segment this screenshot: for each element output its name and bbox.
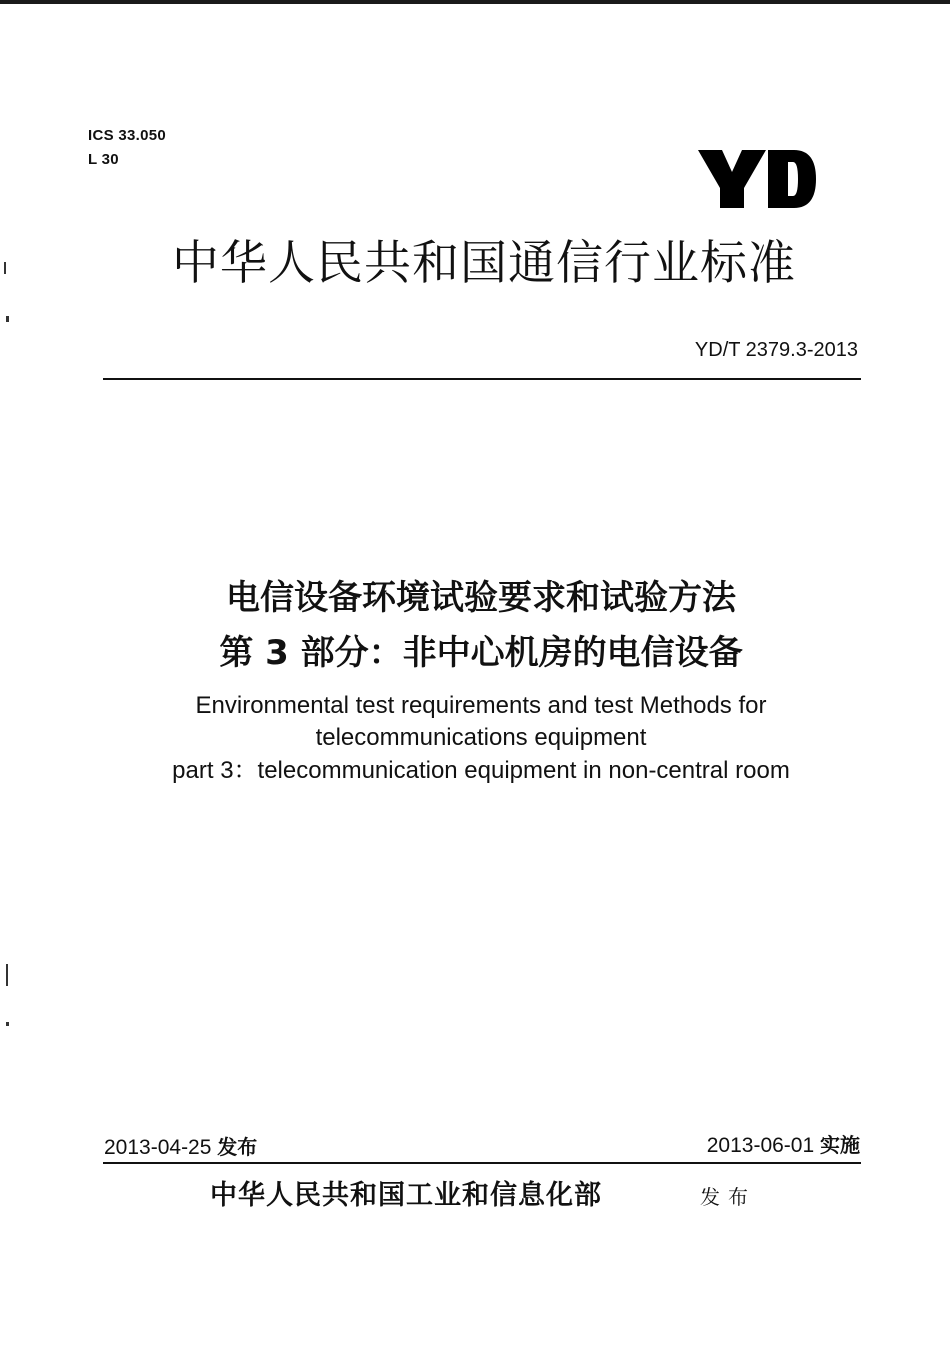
- scan-top-border: [0, 0, 950, 4]
- issue-date-value: 2013-04-25: [104, 1136, 212, 1159]
- scan-mark: [6, 1022, 9, 1026]
- yd-logo: [698, 140, 818, 220]
- publisher-name: 中华人民共和国工业和信息化部: [210, 1180, 602, 1211]
- issue-label: 发布: [217, 1135, 258, 1159]
- org-title: 中华人民共和国通信行业标准: [172, 236, 796, 291]
- issue-date: [104, 1133, 257, 1162]
- title-en-line3: part 3：telecommunication equipment in non-central room: [172, 757, 790, 784]
- header-divider: [103, 378, 861, 380]
- implementation-date: [707, 1131, 860, 1160]
- standard-number: YD/T 2379.3-2013: [694, 339, 858, 361]
- implementation-date-value: 2013-06-01: [706, 1134, 815, 1157]
- scan-mark: [6, 964, 8, 986]
- title-en-line2: telecommunications equipment: [315, 724, 647, 751]
- title-cn-line1: 电信设备环境试验要求和试验方法: [226, 578, 736, 618]
- ccs-code: L 30: [88, 151, 119, 168]
- yd-logo-icon: [698, 140, 818, 220]
- title-cn-line2: 第 3 部分：非中心机房的电信设备: [219, 633, 743, 673]
- title-en-line1: Environmental test requirements and test Methods for: [195, 692, 767, 719]
- classification-codes: [88, 124, 166, 172]
- scan-mark: [6, 316, 9, 322]
- implementation-label: 实施: [820, 1133, 860, 1157]
- footer-divider: [103, 1162, 861, 1164]
- ics-code: ICS 33.050: [88, 127, 167, 144]
- publish-word: 发布: [700, 1185, 756, 1209]
